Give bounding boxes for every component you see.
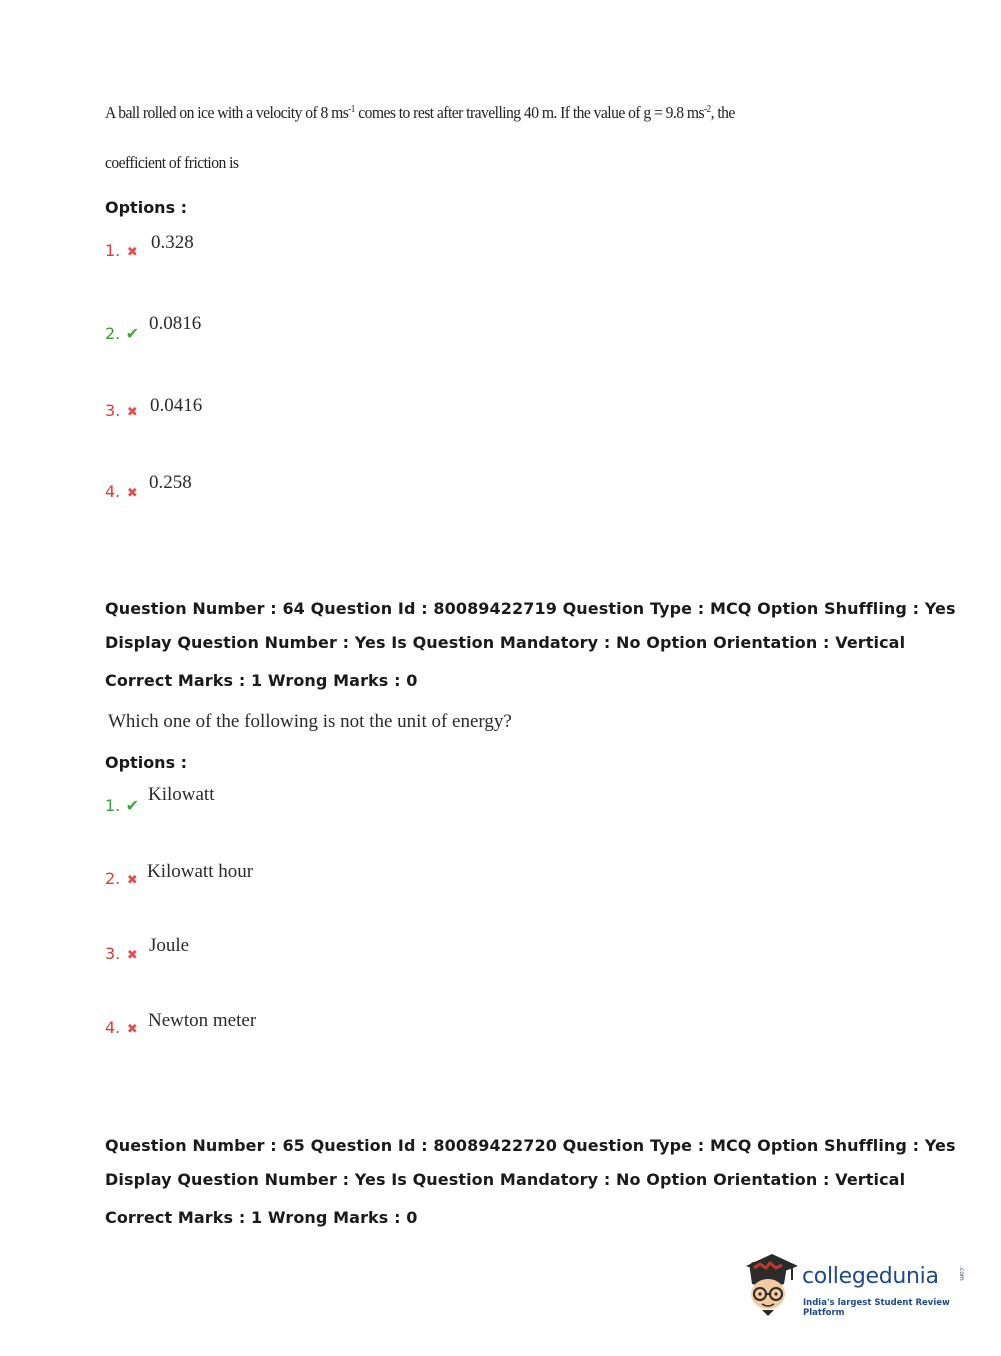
- cross-icon: ✖: [126, 1022, 138, 1037]
- cross-icon: ✖: [126, 245, 138, 260]
- q64-option-4: [105, 1018, 139, 1037]
- q63-option-1: [105, 241, 139, 260]
- logo-suffix: .com: [958, 1266, 965, 1281]
- option-number: 2.: [105, 869, 121, 888]
- option-number: 1.: [105, 796, 121, 815]
- logo-wordmark: collegedunia: [802, 1264, 939, 1289]
- q63-option-3-text: 0.0416: [150, 395, 203, 416]
- q64-option-1-text: Kilowatt: [148, 784, 215, 805]
- q64-option-4-text: Newton meter: [148, 1010, 257, 1031]
- q64-option-2: [105, 869, 139, 888]
- q65-meta-line3: Correct Marks : 1 Wrong Marks : 0: [105, 1208, 418, 1227]
- logo-tagline: India's largest Student Review Platform: [803, 1298, 950, 1318]
- mascot-icon: [740, 1250, 800, 1318]
- q64-options-label: Options :: [105, 753, 188, 772]
- question-64-stem: Which one of the following is not the unit of energy?: [108, 711, 512, 732]
- q64-meta-line3: Correct Marks : 1 Wrong Marks : 0: [105, 671, 418, 690]
- q64-meta-line1: Question Number : 64 Question Id : 80089422719 Question Type : MCQ Option Shuffling : Yes: [105, 599, 956, 618]
- cross-icon: ✖: [126, 405, 138, 420]
- q63-option-3: [105, 401, 139, 420]
- option-number: 4.: [105, 1018, 121, 1037]
- option-number: 2.: [105, 324, 121, 343]
- option-number: 3.: [105, 401, 121, 420]
- q63-option-4-text: 0.258: [149, 472, 192, 493]
- cross-icon: ✖: [126, 948, 138, 963]
- q63-option-2: [105, 324, 139, 343]
- cross-icon: ✖: [126, 873, 138, 888]
- q64-option-3-text: Joule: [149, 935, 190, 956]
- cross-icon: ✖: [126, 486, 138, 501]
- check-icon: ✔: [125, 796, 140, 815]
- q64-option-2-text: Kilowatt hour: [147, 861, 254, 882]
- option-number: 1.: [105, 241, 121, 260]
- check-icon: ✔: [125, 324, 140, 343]
- collegedunia-logo: [740, 1250, 970, 1320]
- question-63-stem-line2: coefficient of friction is: [105, 153, 239, 172]
- q63-options-label: Options :: [105, 198, 188, 217]
- q65-meta-line1: Question Number : 65 Question Id : 80089422720 Question Type : MCQ Option Shuffling : Yes: [105, 1136, 956, 1155]
- option-number: 3.: [105, 944, 121, 963]
- question-63-stem-line1: A ball rolled on ice with a velocity of 8 $ms^{-1}$ comes to rest after travelling 40 m. If the value of g = 9.8 $ms^{-2}$, the: [105, 103, 735, 122]
- q63-option-2-text: 0.0816: [149, 313, 202, 334]
- q64-option-3: [105, 944, 139, 963]
- q63-option-4: [105, 482, 139, 501]
- q63-option-1-text: 0.328: [151, 232, 194, 253]
- q64-option-1: [105, 796, 139, 815]
- option-number: 4.: [105, 482, 121, 501]
- q65-meta-line2: Display Question Number : Yes Is Question Mandatory : No Option Orientation : Vertical: [105, 1170, 906, 1189]
- q64-meta-line2: Display Question Number : Yes Is Question Mandatory : No Option Orientation : Vertical: [105, 633, 906, 652]
